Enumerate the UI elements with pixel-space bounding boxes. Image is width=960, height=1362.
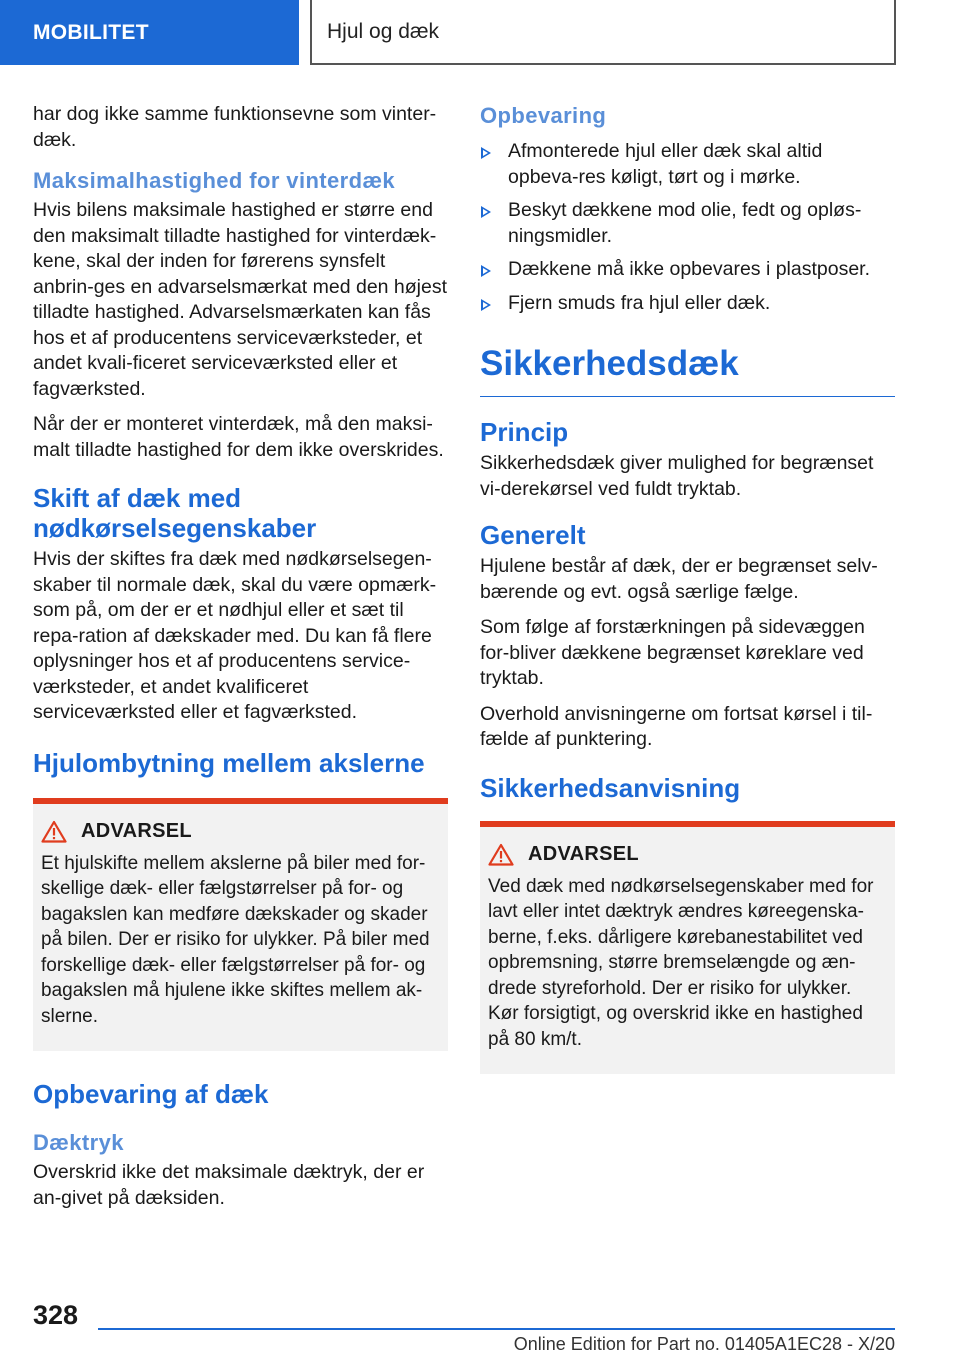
footer-divider: [98, 1328, 895, 1330]
general-paragraph-2: Som følge af forstærkningen på sidevæggen for-bliver dækkene begrænset køreklare ved tryktab.: [480, 616, 865, 689]
list-item: Beskyt dækkene mod olie, fedt og opløs-ningsmidler.: [480, 198, 895, 249]
runflat-change-heading: Skift af dæk med nødkørselsegenskaber: [33, 483, 317, 543]
right-column: [480, 102, 895, 1090]
tire-pressure-heading: Dæktryk: [33, 1130, 124, 1155]
safety-notice-heading: Sikkerhedsanvisning: [480, 772, 741, 803]
warning-text: Et hjulskifte mellem akslerne på biler med for-skellige dæk- eller fælgstørrelser på for- og bagakslen kan medføre dækskader og skader på bilen. Der er risiko for ulykker. På biler med forskellige dæk- eller fælgstørrelser på for- og bagakslen må hjulene ikke skiftes mellem ak-slerne.: [41, 852, 430, 1027]
triangle-bullet-icon: [481, 206, 491, 218]
chapter-tab: [310, 0, 896, 65]
safety-warning-box: [480, 821, 895, 1075]
list-item: Dækkene må ikke opbevares i plastposer.: [480, 257, 895, 283]
general-paragraph-3: Overhold anvisningerne om fortsat kørsel i til-fælde af punktering.: [480, 702, 873, 750]
tire-pressure-paragraph: Overskrid ikke det maksimale dæktryk, der er an-givet på dæksiden.: [33, 1161, 425, 1209]
max-speed-heading: Maksimalhastighed for vinterdæk: [33, 168, 396, 193]
warning-triangle-icon: [41, 820, 67, 843]
page-number: 328: [33, 1300, 79, 1330]
chapter-title: Hjul og dæk: [327, 19, 440, 43]
warning-triangle-icon: [488, 843, 514, 866]
warning-text: Ved dæk med nødkørselsegenskaber med for lavt eller intet dæktryk ændres køreegenska-berne, f.eks. dårligere kørebanestabilitet ved opbremsning, større bremselængde og æn-drede styreforhold. Der er risiko for ulykker. Kør forsigtigt, og overskrid ikke en hastighed på 80 km/t.: [488, 875, 874, 1050]
list-item: Fjern smuds fra hjul eller dæk.: [480, 291, 895, 317]
warning-title: ADVARSEL: [528, 842, 639, 865]
storage-list: [480, 139, 895, 316]
left-column: [33, 102, 448, 1221]
safety-tires-title: Sikkerhedsdæk: [480, 344, 895, 397]
axle-swap-heading: Hjulombytning mellem akslerne: [33, 747, 425, 778]
triangle-bullet-icon: [481, 299, 491, 311]
general-heading: Generelt: [480, 520, 586, 550]
triangle-bullet-icon: [481, 147, 491, 159]
list-item: Afmonterede hjul eller dæk skal altid opbeva-res køligt, tørt og i mørke.: [480, 139, 895, 190]
general-paragraph-1: Hjulene består af dæk, der er begrænset selv-bærende og evt. også særlige fælge.: [480, 555, 878, 603]
section-title: MOBILITET: [33, 20, 149, 44]
storage-heading: Opbevaring: [480, 103, 607, 128]
runflat-change-paragraph: Hvis der skiftes fra dæk med nødkørselsegen-skaber til normale dæk, skal du være opmærk-som på, om der er et nødhjul eller et sæt til repa-ration af dækskader med. Du kan få flere oplysninger hos et af producentens service-værksteder, et andet kvalificeret serviceværksted eller et fagværksted.: [33, 548, 437, 723]
max-speed-paragraph-1: Hvis bilens maksimale hastighed er større end den maksimalt tilladte hastighed for vinterdæk-kene, skal der inden for førerens synsfelt anbrin-ges en advarselsmærkat med den højest tilladte hastighed. Advarselsmærkaten kan fås hos et af producentens serviceværksteder, et andet kvali-ficeret serviceværksted eller et fagværksted.: [33, 199, 448, 400]
section-tab: [0, 0, 299, 65]
axle-swap-warning-box: [33, 798, 448, 1052]
edition-footer: Online Edition for Part no. 01405A1EC28 - X/20: [513, 1334, 895, 1354]
max-speed-paragraph-2: Når der er monteret vinterdæk, må den maksi-malt tilladte hastighed for dem ikke overskrides.: [33, 413, 444, 461]
warning-title: ADVARSEL: [81, 819, 192, 842]
intro-paragraph: har dog ikke samme funktionsevne som vinter-dæk.: [33, 103, 437, 151]
triangle-bullet-icon: [481, 265, 491, 277]
principle-paragraph: Sikkerhedsdæk giver mulighed for begrænset vi-derekørsel ved fuldt tryktab.: [480, 452, 874, 500]
tire-storage-heading: Opbevaring af dæk: [33, 1079, 269, 1109]
principle-heading: Princip: [480, 417, 569, 447]
